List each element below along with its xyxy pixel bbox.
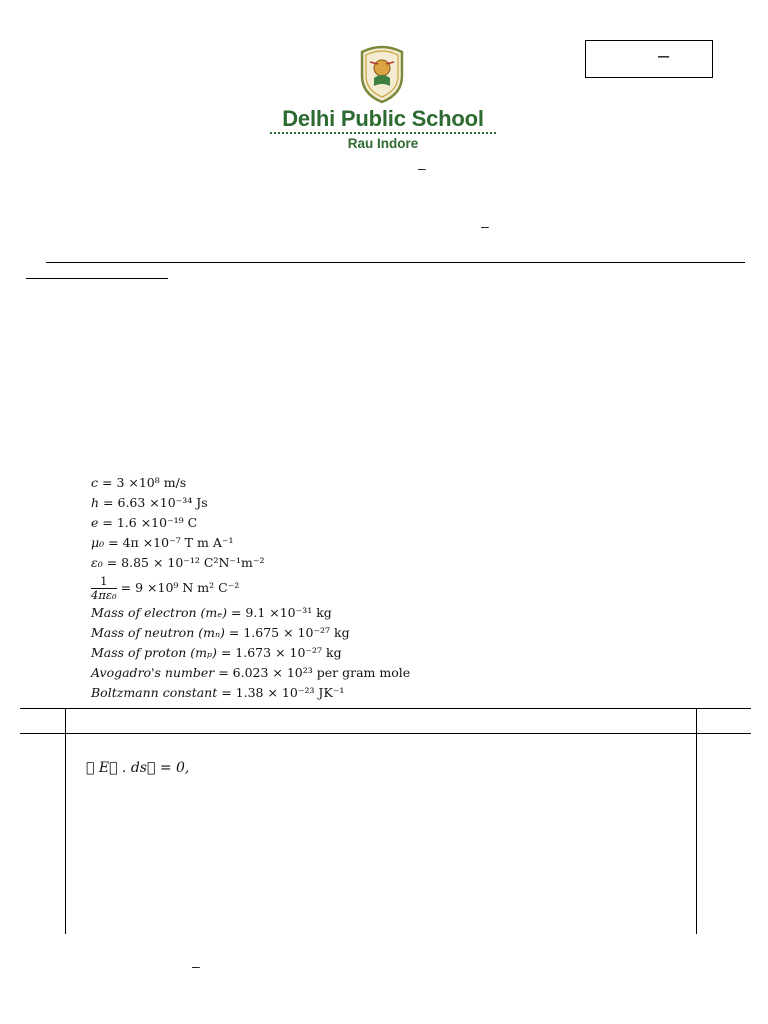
- constant-row: Avogadro's number = 6.023 × 10²³ per gram mole: [91, 665, 411, 680]
- footer-dash: –: [192, 958, 200, 974]
- header-dash-2: –: [481, 218, 489, 234]
- school-crest-icon: [356, 42, 408, 104]
- physical-constants-list: [91, 473, 511, 703]
- constant-row: Mass of proton (mₚ) = 1.673 × 10⁻²⁷ kg: [91, 645, 342, 660]
- table-top-border: [20, 708, 751, 709]
- table-col-divider-right: [696, 708, 697, 934]
- underline-rule: [26, 278, 168, 279]
- school-name: Delhi Public School: [282, 106, 484, 131]
- header-rule: [46, 262, 745, 263]
- constant-row: Boltzmann constant = 1.38 × 10⁻²³ JK⁻¹: [91, 685, 345, 700]
- constant-row: Mass of neutron (mₙ) = 1.675 × 10⁻²⁷ kg: [91, 625, 350, 640]
- constant-row: h = 6.63 ×10⁻³⁴ Js: [91, 495, 208, 510]
- constant-row: μ₀ = 4π ×10⁻⁷ T m A⁻¹: [91, 535, 234, 550]
- header-dash-1: –: [418, 160, 426, 176]
- school-logo: [270, 40, 496, 152]
- roll-number-dash: –: [658, 45, 670, 67]
- constant-row: Mass of electron (mₑ) = 9.1 ×10⁻³¹ kg: [91, 605, 332, 620]
- constant-row: e = 1.6 ×10⁻¹⁹ C: [91, 515, 198, 530]
- table-col-divider-left: [65, 708, 66, 934]
- line-integral-formula: ∮ E⃗ . ds⃗ = 0,: [86, 760, 190, 776]
- constant-row: ε₀ = 8.85 × 10⁻¹² C²N⁻¹m⁻²: [91, 555, 265, 570]
- coulomb-fraction: $\frac{1}{\text{4πε₀}}$: [91, 574, 117, 602]
- logo-dotted-divider: [270, 132, 496, 134]
- school-location: Rau Indore: [347, 136, 419, 151]
- constant-row: c = 3 ×10⁸ m/s: [91, 475, 187, 490]
- table-header-border: [20, 733, 751, 734]
- roll-number-box: [585, 40, 713, 78]
- question-table: [20, 708, 751, 934]
- constant-row: $\frac{1}{\text{4πε₀}}$ = 9 ×10⁹ N m² C⁻²: [91, 574, 240, 602]
